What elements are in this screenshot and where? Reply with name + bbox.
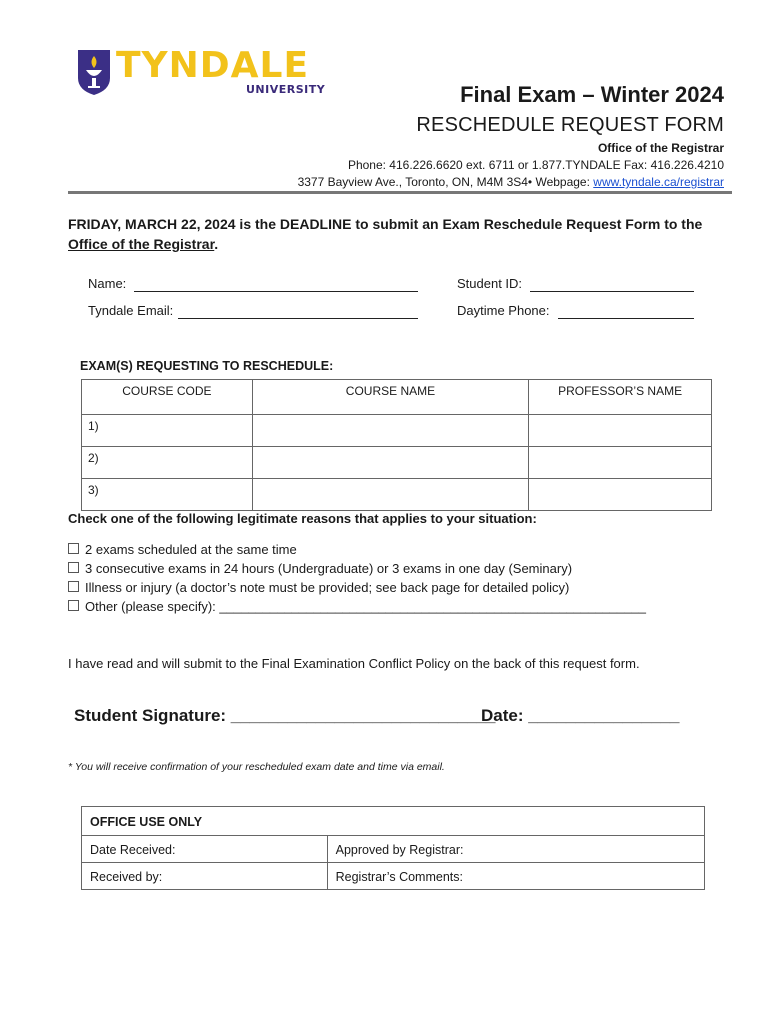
phone-line: Phone: 416.226.6620 ext. 6711 or 1.877.TYNDALE Fax: 416.226.4210 [347,158,724,172]
confirmation-note: * You will receive confirmation of your rescheduled exam date and time via email. [68,761,445,773]
reasons-title: Check one of the following legitimate reasons that applies to your situation: [68,511,537,526]
course-name-cell[interactable] [252,447,528,479]
reason-label: Illness or injury (a doctor’s note must be provided; see back page for detailed policy) [85,580,570,595]
table-row [82,807,705,836]
reason-option [68,561,572,576]
reason-option [68,542,297,557]
checkbox[interactable] [68,600,79,611]
course-code-cell[interactable]: 3) [82,479,253,511]
office-use-title: OFFICE USE ONLY [82,807,705,836]
signature-date-field[interactable]: Date: ________________ [481,706,680,725]
received-by-cell: Received by: [82,863,328,890]
deadline-text: is the DEADLINE to submit an Exam Reschedule Request Form to the [235,216,703,232]
address-line [298,175,724,189]
course-name-cell[interactable] [252,415,528,447]
email-label: Tyndale Email: [88,303,174,318]
professor-name-cell[interactable] [529,479,712,511]
office-use-table [81,806,705,890]
name-label: Name: [88,276,127,291]
approved-by-cell: Approved by Registrar: [327,836,704,863]
form-subtitle: RESCHEDULE REQUEST FORM [416,114,724,136]
student-id-label: Student ID: [457,276,523,291]
reason-option [68,599,646,614]
logo-subtitle: UNIVERSITY [246,83,326,96]
comments-cell: Registrar’s Comments: [327,863,704,890]
table-row [82,447,712,479]
deadline-end: . [214,236,219,252]
professor-name-cell[interactable] [529,415,712,447]
table-row [82,863,705,890]
reason-option [68,580,569,595]
checkbox[interactable] [68,543,79,554]
checkbox[interactable] [68,562,79,573]
name-field[interactable] [134,290,418,292]
column-course-name: COURSE NAME [252,380,528,415]
exams-section-title: EXAM(S) REQUESTING TO RESCHEDULE: [80,359,334,373]
column-course-code: COURSE CODE [82,380,253,415]
student-id-field[interactable] [530,290,694,292]
course-name-cell[interactable] [252,479,528,511]
reason-label: 2 exams scheduled at the same time [85,542,297,557]
exams-table [81,379,712,511]
email-field[interactable] [178,317,418,319]
tyndale-crest-icon [76,48,112,96]
column-professor-name: PROFESSOR’S NAME [529,380,712,415]
header-divider [68,191,732,194]
course-code-cell[interactable]: 1) [82,415,253,447]
office-name: Office of the Registrar [597,141,724,155]
policy-statement: I have read and will submit to the Final Examination Conflict Policy on the back of this request form. [68,656,640,671]
deadline-notice [68,214,718,254]
checkbox[interactable] [68,581,79,592]
date-received-cell: Date Received: [82,836,328,863]
deadline-date: FRIDAY, MARCH 22, 2024 [68,216,236,232]
course-code-cell[interactable]: 2) [82,447,253,479]
address-text: 3377 Bayview Ave., Toronto, ON, M4M 3S4• Webpage: [297,175,594,189]
reason-label: 3 consecutive exams in 24 hours (Undergraduate) or 3 exams in one day (Seminary) [85,561,573,576]
professor-name-cell[interactable] [529,447,712,479]
table-row [82,479,712,511]
table-row [82,836,705,863]
page-title: Final Exam – Winter 2024 [460,82,724,107]
table-row [82,415,712,447]
phone-field[interactable] [558,317,694,319]
reason-label: Other (please specify): ___________________________________________________________ [85,599,646,614]
phone-label: Daytime Phone: [457,303,550,318]
exams-table-header [82,380,712,415]
logo-wordmark: TYNDALE [116,45,310,86]
student-signature-field[interactable]: Student Signature: ____________________________ [74,706,496,725]
deadline-office: Office of the Registrar [68,236,215,252]
registrar-webpage-link[interactable]: www.tyndale.ca/registrar [593,175,724,189]
